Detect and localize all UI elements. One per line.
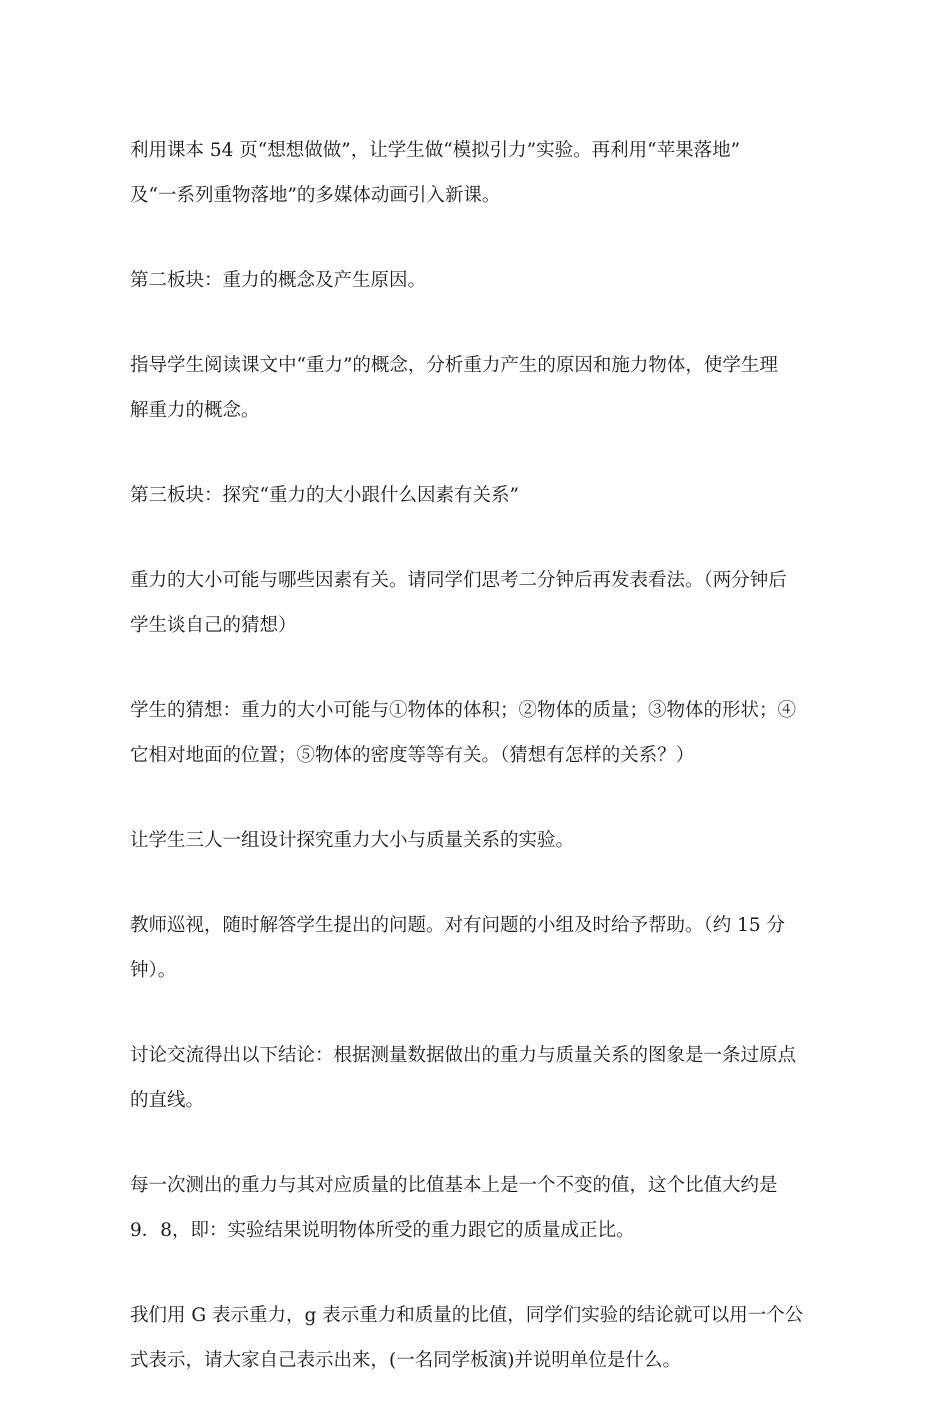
paragraph-gravity-concept xyxy=(130,343,820,433)
paragraph-formula-task xyxy=(130,1293,820,1383)
paragraph-discussion-conclusion xyxy=(130,1033,820,1123)
paragraph-ratio-result xyxy=(130,1163,820,1253)
text-line: 利用课本 54 页“想想做做”，让学生做“模拟引力”实验。再利用“苹果落地” xyxy=(130,140,741,161)
text-line: 讨论交流得出以下结论：根据测量数据做出的重力与质量关系的图象是一条过原点 xyxy=(130,1045,797,1066)
text-line: 学生的猜想：重力的大小可能与①物体的体积；②物体的质量；③物体的形状；④ xyxy=(130,700,797,721)
paragraph-factors-question xyxy=(130,558,820,648)
text-line: 指导学生阅读课文中“重力”的概念，分析重力产生的原因和施力物体，使学生理 xyxy=(130,355,778,376)
text-line: 解重力的概念。 xyxy=(130,400,260,421)
paragraph-intro-experiment xyxy=(130,128,820,218)
text-line: 让学生三人一组设计探究重力大小与质量关系的实验。 xyxy=(130,830,575,851)
text-line: 的直线。 xyxy=(130,1090,205,1111)
text-line: 我们用 G 表示重力，g 表示重力和质量的比值，同学们实验的结论就可以用一个公 xyxy=(130,1305,804,1326)
text-line: 它相对地面的位置；⑤物体的密度等等有关。（猜想有怎样的关系？） xyxy=(130,745,695,766)
text-line: 教师巡视，随时解答学生提出的问题。对有问题的小组及时给予帮助。（约 15 分 xyxy=(130,915,786,936)
text-line: 第二板块：重力的概念及产生原因。 xyxy=(130,270,427,291)
text-line: 及“一系列重物落地”的多媒体动画引入新课。 xyxy=(130,185,501,206)
text-line: 式表示，请大家自己表示出来，(一名同学板演)并说明单位是什么。 xyxy=(130,1350,681,1371)
section-heading-2 xyxy=(130,258,820,303)
text-line: 重力的大小可能与哪些因素有关。请同学们思考二分钟后再发表看法。（两分钟后 xyxy=(130,570,787,591)
paragraph-teacher-patrol xyxy=(130,903,820,993)
text-line: 第三板块：探究“重力的大小跟什么因素有关系” xyxy=(130,485,519,506)
document-body xyxy=(130,128,820,1423)
section-heading-3 xyxy=(130,473,820,518)
text-line: 每一次测出的重力与其对应质量的比值基本上是一个不变的值，这个比值大约是 xyxy=(130,1175,778,1196)
text-line: 9．8，即：实验结果说明物体所受的重力跟它的质量成正比。 xyxy=(130,1220,635,1241)
text-line: 学生谈自己的猜想） xyxy=(130,615,297,636)
paragraph-group-design xyxy=(130,818,820,863)
paragraph-student-guesses xyxy=(130,688,820,778)
text-line: 钟）。 xyxy=(130,960,177,981)
